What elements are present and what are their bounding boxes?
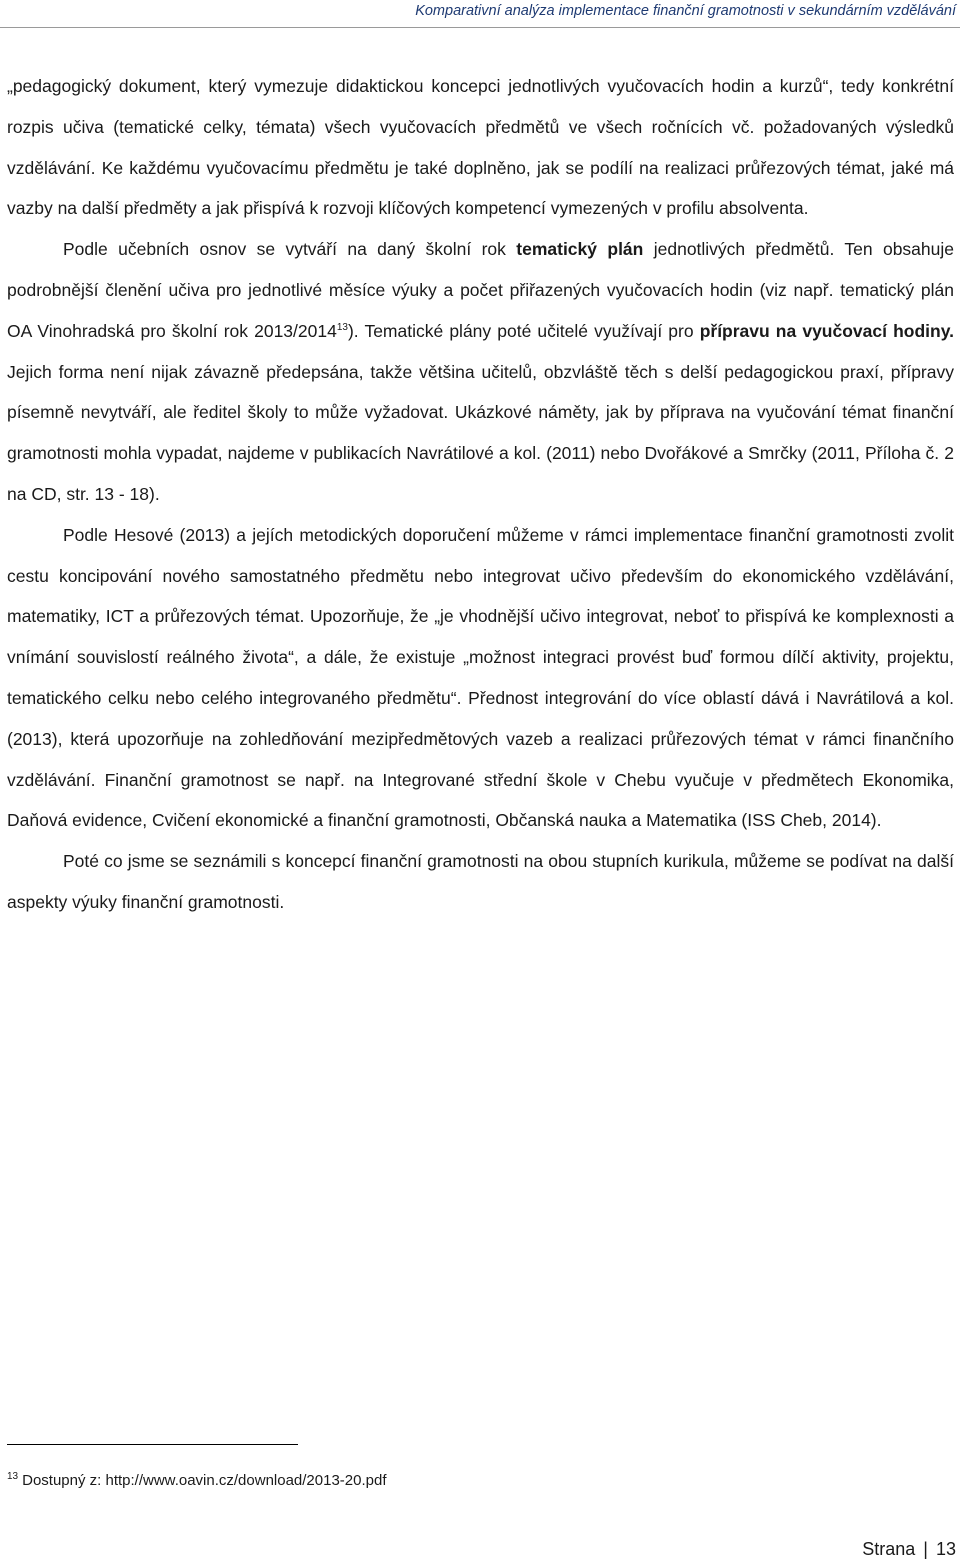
paragraph-1-continued-quote: „pedagogický dokument, který vymezuje didaktickou koncepci jednotlivých vyučovacích hodin a kurzů“, tedy konkrétní rozpis učiva (tematické celky, témata) všech vyučovacích předmětů ve všech ročnících vč. požadovaných výsledků vzdělávání. bbox=[7, 76, 954, 178]
paragraph-4: Poté co jsme se seznámili s koncepcí finanční gramotnosti na obou stupních kurikula, můžeme se podívat na další aspekty výuky finanční gramotnosti. bbox=[7, 851, 954, 912]
running-header: Komparativní analýza implementace finanční gramotnosti v sekundárním vzdělávání bbox=[415, 3, 956, 19]
footnote-reference[interactable]: 13 bbox=[336, 321, 348, 333]
term-priprava-na-hodiny: přípravu na vyučovací hodiny. bbox=[699, 320, 954, 341]
page-footer bbox=[862, 1539, 956, 1560]
paragraph-1 bbox=[7, 66, 954, 229]
paragraph-2: Podle učebních osnov se vytváří na daný školní rok tematický plán jednotlivých předmětů. Ten obsahuje podrobnější členění učiva pro jednotlivé měsíce výuky a počet přiřazených vyučovacích hodin (viz např. tematický plán OA Vinohradská pro školní rok 2013/2014$^{13}$). Tematické plány poté učitelé využívají pro přípravu na vyučovací hodiny. Jejich forma není nijak závazně předepsána, takže většina učitelů, obzvláště těch s delší pedagogickou praxí, přípravy písemně nevytváří, ale ředitel školy to může vyžadovat. Ukázkové náměty, jak by příprava na vyučování témat finanční gramotnosti mohla vypadat, najdeme v publikacích Navrátilové a kol. (2011) nebo Dvořákové a Smrčky (2011, Příloha č. 2 na CD, str. 13 - 18). bbox=[7, 239, 954, 504]
page-label: Strana bbox=[862, 1539, 916, 1559]
footnote-text: Dostupný z: http://www.oavin.cz/download/2013-20.pdf bbox=[22, 1472, 387, 1489]
footnote bbox=[7, 1472, 387, 1489]
footnote-divider bbox=[7, 1444, 298, 1445]
page-number: 13 bbox=[935, 1539, 956, 1559]
page-body bbox=[7, 66, 954, 923]
paragraph-1-subject-links: Ke každému vyučovacímu předmětu je také doplněno, jak se podílí na realizaci průřezových témat, jaké má vazby na další předměty a jak přispívá k rozvoji klíčových kompetencí vymezených v profilu absolventa. bbox=[7, 157, 954, 219]
term-tematicky-plan: tematický plán bbox=[516, 239, 644, 260]
page-separator: | bbox=[923, 1539, 928, 1559]
header-divider bbox=[0, 27, 960, 28]
footnote-number: 13 bbox=[7, 1471, 19, 1482]
paragraph-3: Podle Hesové (2013) a jejích metodických doporučení můžeme v rámci implementace finanční gramotnosti zvolit cestu koncipování nového samostatného předmětu nebo integrovat učivo především do ekonomického vzdělávání, matematiky, ICT a průřezových témat. Upozorňuje, že „je vhodnější učivo integrovat, neboť to přispívá ke komplexnosti a vnímání souvislostí reálného života“, a dále, že existuje „možnost integraci provést buď formou dílčí aktivity, projektu, tematického celku nebo celého integrovaného předmětu“. Přednost integrování do více oblastí dává i Navrátilová a kol. (2013), která upozorňuje na zohledňování mezipředmětových vazeb a realizaci průřezových témat v rámci finančního vzdělávání. Finanční gramotnost se např. na Integrované střední škole v Chebu vyučuje v předmětech Ekonomika, Daňová evidence, Cvičení ekonomické a finanční gramotnosti, Občanská nauka a Matematika (ISS Cheb, 2014). bbox=[7, 524, 954, 831]
